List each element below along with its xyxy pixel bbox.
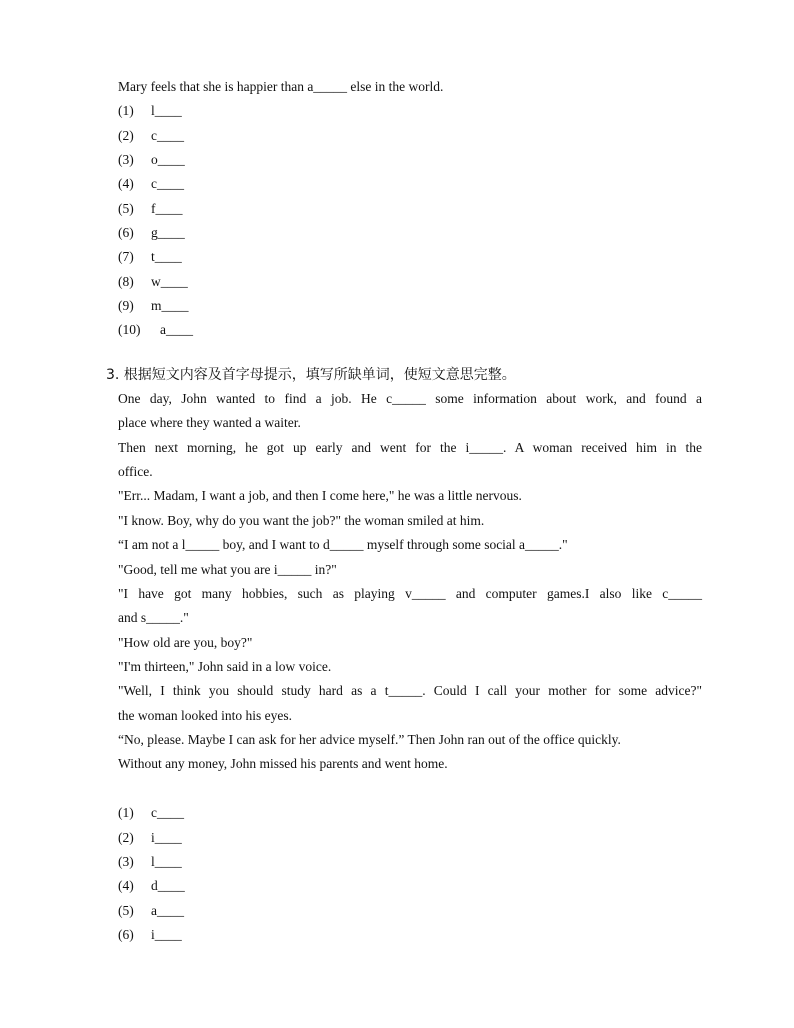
intro-sentence: Mary feels that she is happier than a_____ else in the world. [118,79,444,94]
answer-number: (4) [118,878,134,893]
passage-line: Then next morning, he got up early and went for the i_____. A woman received him in the [118,440,702,455]
passage-line: "I know. Boy, why do you want the job?" the woman smiled at him. [118,513,485,528]
passage-line: One day, John wanted to find a job. He c_____ some information about work, and found a [118,391,702,406]
answer-blank: o____ [151,152,185,167]
answer-number: (6) [118,225,134,240]
passage-line: "I have got many hobbies, such as playing v_____ and computer games.I also like c_____ [118,586,702,601]
answer-blank: l____ [151,854,182,869]
answer-number: (10) [118,322,141,337]
answer-number: (2) [118,128,134,143]
question-3-title: 3. 根据短文内容及首字母提示，填写所缺单词，使短文意思完整。 [106,367,516,383]
answer-blank: g____ [151,225,185,240]
passage-line: “No, please. Maybe I can ask for her advice myself.” Then John ran out of the office quickly. [118,732,621,747]
passage-line: Without any money, John missed his parents and went home. [118,756,448,771]
answer-number: (6) [118,927,134,942]
answer-blank: a____ [160,322,193,337]
answer-blank: i____ [151,830,182,845]
passage-line: office. [118,464,153,479]
answer-number: (2) [118,830,134,845]
passage-line: "Err... Madam, I want a job, and then I come here," he was a little nervous. [118,488,522,503]
answer-number: (8) [118,274,134,289]
answer-blank: i____ [151,927,182,942]
answer-number: (5) [118,201,134,216]
passage-line: "Good, tell me what you are i_____ in?" [118,562,337,577]
answer-number: (7) [118,249,134,264]
passage-line: “I am not a l_____ boy, and I want to d_____ myself through some social a_____." [118,537,568,552]
answer-blank: l____ [151,103,182,118]
passage-line: "Well, I think you should study hard as a t_____. Could I call your mother for some advice?" [118,683,702,698]
passage-line: "How old are you, boy?" [118,635,253,650]
answer-blank: t____ [151,249,182,264]
passage-line: the woman looked into his eyes. [118,708,292,723]
passage-line: "I'm thirteen," John said in a low voice. [118,659,332,674]
answer-number: (1) [118,103,134,118]
answer-blank: a____ [151,903,184,918]
passage-line: place where they wanted a waiter. [118,415,301,430]
answer-blank: c____ [151,128,184,143]
answer-number: (1) [118,805,134,820]
answer-blank: d____ [151,878,185,893]
answer-number: (3) [118,854,134,869]
passage-line: and s_____." [118,610,189,625]
answer-number: (5) [118,903,134,918]
answer-blank: c____ [151,176,184,191]
answer-number: (9) [118,298,134,313]
answer-blank: w____ [151,274,188,289]
answer-number: (3) [118,152,134,167]
answer-blank: m____ [151,298,189,313]
answer-number: (4) [118,176,134,191]
answer-blank: c____ [151,805,184,820]
answer-blank: f____ [151,201,183,216]
